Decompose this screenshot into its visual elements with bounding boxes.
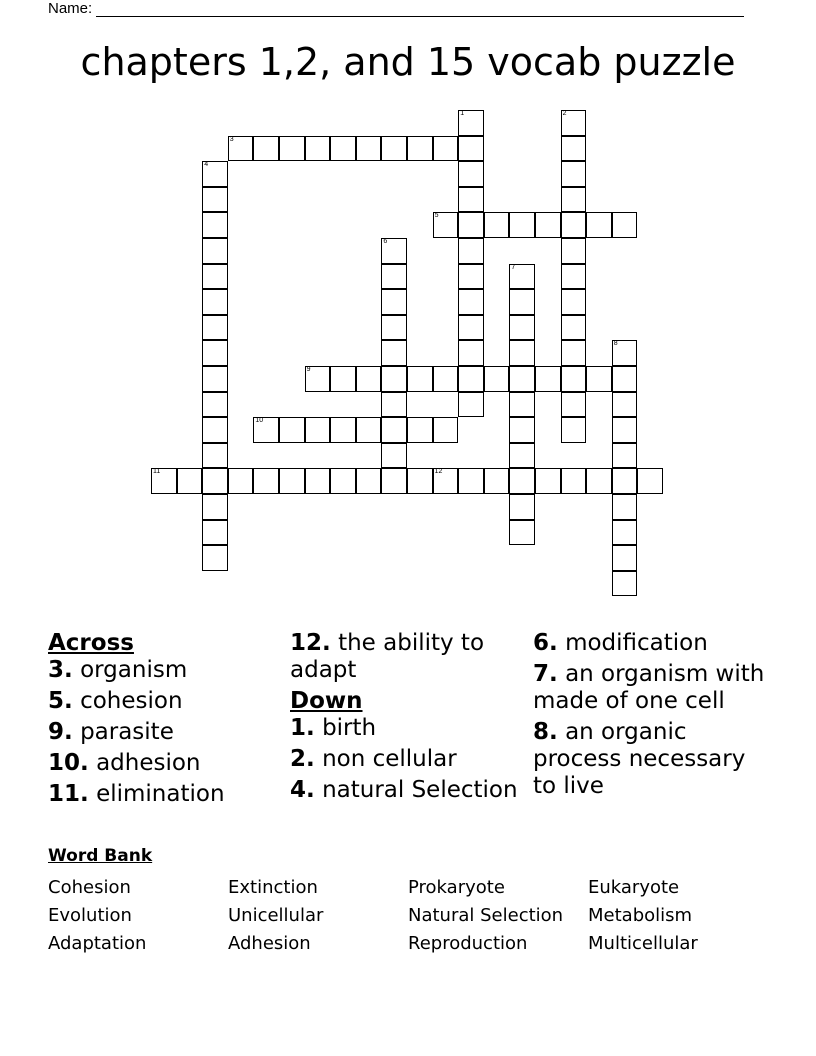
- crossword-cell[interactable]: [202, 468, 228, 494]
- word-bank-column-2: [228, 874, 323, 958]
- word-bank-item: Multicellular: [588, 933, 698, 954]
- crossword-cell[interactable]: [202, 315, 228, 341]
- crossword-cell[interactable]: [330, 136, 356, 162]
- crossword-cell[interactable]: [561, 340, 587, 366]
- crossword-cell[interactable]: [381, 443, 407, 469]
- crossword-cell[interactable]: [561, 187, 587, 213]
- crossword-cell[interactable]: [356, 366, 382, 392]
- clue-number: 2: [562, 110, 567, 117]
- crossword-cell[interactable]: [561, 212, 587, 238]
- crossword-cell[interactable]: [561, 110, 587, 136]
- crossword-cell[interactable]: [177, 468, 203, 494]
- name-label: Name:: [48, 0, 93, 17]
- crossword-cell[interactable]: [458, 315, 484, 341]
- crossword-cell[interactable]: [202, 161, 228, 187]
- word-bank-column-4: [588, 874, 698, 958]
- crossword-cell[interactable]: [202, 340, 228, 366]
- crossword-cell[interactable]: [484, 366, 510, 392]
- word-bank-heading: Word Bank: [48, 846, 153, 866]
- crossword-cell[interactable]: [561, 238, 587, 264]
- crossword-cell[interactable]: [458, 161, 484, 187]
- crossword-cell[interactable]: [202, 520, 228, 546]
- crossword-cell[interactable]: [561, 315, 587, 341]
- clue-number: 12: [434, 468, 443, 476]
- crossword-cell[interactable]: [509, 212, 535, 238]
- crossword-cell[interactable]: [509, 289, 535, 315]
- clues-column-2: [290, 630, 520, 808]
- crossword-cell[interactable]: [561, 264, 587, 290]
- crossword-cell[interactable]: [202, 238, 228, 264]
- crossword-cell[interactable]: [151, 468, 177, 494]
- crossword-cell[interactable]: [458, 238, 484, 264]
- crossword-cell[interactable]: [356, 468, 382, 494]
- crossword-cell[interactable]: [433, 417, 459, 443]
- crossword-cell[interactable]: [228, 136, 254, 162]
- crossword-cell[interactable]: [381, 238, 407, 264]
- crossword-cell[interactable]: [509, 468, 535, 494]
- word-bank-item: Adhesion: [228, 933, 311, 954]
- crossword-cell[interactable]: [561, 136, 587, 162]
- clue-down-8: 8. an organic process necessary to live: [533, 719, 746, 799]
- crossword-cell[interactable]: [202, 264, 228, 290]
- crossword-cell[interactable]: [407, 468, 433, 494]
- crossword-cell[interactable]: [279, 136, 305, 162]
- clues-column-3: [533, 630, 773, 804]
- crossword-cell[interactable]: [202, 494, 228, 520]
- crossword-cell[interactable]: [458, 340, 484, 366]
- crossword-cell[interactable]: [535, 212, 561, 238]
- crossword-cell[interactable]: [253, 468, 279, 494]
- crossword-cell[interactable]: [458, 136, 484, 162]
- clue-across-9: 9. parasite: [48, 719, 174, 745]
- crossword-cell[interactable]: [433, 136, 459, 162]
- crossword-cell[interactable]: [202, 212, 228, 238]
- clue-down-7: 7. an organism with made of one cell: [533, 661, 765, 714]
- crossword-cell[interactable]: [381, 136, 407, 162]
- crossword-cell[interactable]: [279, 417, 305, 443]
- clue-number: 9: [306, 366, 311, 373]
- crossword-cell[interactable]: [586, 468, 612, 494]
- crossword-cell[interactable]: [330, 417, 356, 443]
- crossword-cell[interactable]: [356, 417, 382, 443]
- crossword-cell[interactable]: [305, 366, 331, 392]
- clue-down-6: 6. modification: [533, 630, 708, 656]
- clues-column-1: [48, 630, 278, 812]
- crossword-cell[interactable]: [612, 212, 638, 238]
- crossword-cell[interactable]: [202, 545, 228, 571]
- crossword-cell[interactable]: [637, 468, 663, 494]
- crossword-cell[interactable]: [202, 366, 228, 392]
- crossword-cell[interactable]: [381, 289, 407, 315]
- crossword-cell[interactable]: [561, 289, 587, 315]
- word-bank-item: Unicellular: [228, 905, 324, 926]
- crossword-cell[interactable]: [612, 417, 638, 443]
- crossword-cell[interactable]: [458, 110, 484, 136]
- word-bank-item: Reproduction: [408, 933, 528, 954]
- crossword-cell[interactable]: [253, 136, 279, 162]
- crossword-cell[interactable]: [509, 494, 535, 520]
- clue-number: 10: [255, 417, 264, 425]
- crossword-cell[interactable]: [484, 468, 510, 494]
- crossword-cell[interactable]: [586, 212, 612, 238]
- crossword-cell[interactable]: [381, 264, 407, 290]
- word-bank-item: Cohesion: [48, 877, 131, 898]
- page-title: chapters 1,2, and 15 vocab puzzle: [80, 40, 736, 84]
- crossword-cell[interactable]: [535, 468, 561, 494]
- crossword-cell[interactable]: [458, 468, 484, 494]
- clue-across-5: 5. cohesion: [48, 688, 183, 714]
- clue-across-12: 12. the ability to adapt: [290, 630, 485, 683]
- crossword-cell[interactable]: [433, 468, 459, 494]
- crossword-cell[interactable]: [586, 366, 612, 392]
- across-heading: Across: [48, 630, 134, 656]
- word-bank-item: Prokaryote: [408, 877, 505, 898]
- crossword-cell[interactable]: [612, 494, 638, 520]
- word-bank-column-3: [408, 874, 563, 958]
- crossword-cell[interactable]: [509, 366, 535, 392]
- crossword-cell[interactable]: [381, 315, 407, 341]
- crossword-cell[interactable]: [407, 417, 433, 443]
- crossword-cell[interactable]: [202, 187, 228, 213]
- crossword-cell[interactable]: [612, 443, 638, 469]
- crossword-cell[interactable]: [381, 392, 407, 418]
- crossword-cell[interactable]: [305, 136, 331, 162]
- crossword-cell[interactable]: [381, 340, 407, 366]
- crossword-cell[interactable]: [458, 366, 484, 392]
- crossword-cell[interactable]: [202, 289, 228, 315]
- clue-across-3: 3. organism: [48, 657, 188, 683]
- clue-number: 11: [153, 468, 161, 476]
- crossword-cell[interactable]: [612, 571, 638, 597]
- word-bank-item: Natural Selection: [408, 905, 564, 926]
- crossword-cell[interactable]: [202, 417, 228, 443]
- crossword-cell[interactable]: [279, 468, 305, 494]
- down-heading: Down: [290, 688, 363, 714]
- crossword-cell[interactable]: [305, 417, 331, 443]
- crossword-cell[interactable]: [612, 545, 638, 571]
- crossword-cell[interactable]: [612, 340, 638, 366]
- word-bank-item: Evolution: [48, 905, 132, 926]
- crossword-cell[interactable]: [381, 468, 407, 494]
- crossword-cell[interactable]: [561, 366, 587, 392]
- crossword-cell[interactable]: [458, 289, 484, 315]
- word-bank-column-1: [48, 874, 146, 958]
- clue-across-11: 11. elimination: [48, 781, 225, 807]
- crossword-cell[interactable]: [202, 392, 228, 418]
- crossword-cell[interactable]: [509, 340, 535, 366]
- crossword-cell[interactable]: [228, 468, 254, 494]
- crossword-cell[interactable]: [253, 417, 279, 443]
- crossword-cell[interactable]: [407, 136, 433, 162]
- crossword-cell[interactable]: [612, 366, 638, 392]
- crossword-cell[interactable]: [202, 443, 228, 469]
- word-bank-item: Extinction: [228, 877, 318, 898]
- crossword-cell[interactable]: [381, 417, 407, 443]
- crossword-cell[interactable]: [561, 161, 587, 187]
- crossword-cell[interactable]: [509, 443, 535, 469]
- crossword-cell[interactable]: [458, 212, 484, 238]
- crossword-cell[interactable]: [433, 366, 459, 392]
- crossword-cell[interactable]: [458, 264, 484, 290]
- crossword-cell[interactable]: [509, 417, 535, 443]
- crossword-cell[interactable]: [484, 212, 510, 238]
- clue-number: 8: [613, 340, 618, 348]
- crossword-cell[interactable]: [330, 468, 356, 494]
- crossword-cell[interactable]: [330, 366, 356, 392]
- clue-number: 6: [383, 238, 388, 245]
- clue-down-2: 2. non cellular: [290, 746, 457, 772]
- clue-number: 7: [511, 263, 516, 271]
- crossword-cell[interactable]: [509, 264, 535, 290]
- crossword-cell[interactable]: [458, 187, 484, 213]
- crossword-cell[interactable]: [612, 520, 638, 546]
- crossword-cell[interactable]: [509, 315, 535, 341]
- clue-number: 3: [229, 135, 234, 143]
- clue-number: 4: [204, 161, 209, 169]
- word-bank-item: Eukaryote: [588, 877, 680, 898]
- crossword-cell[interactable]: [535, 366, 561, 392]
- clue-number: 1: [460, 110, 465, 117]
- clue-down-4: 4. natural Selection: [290, 777, 518, 803]
- crossword-cell[interactable]: [561, 392, 587, 418]
- clue-across-10: 10. adhesion: [48, 750, 201, 776]
- clue-down-1: 1. birth: [290, 715, 377, 741]
- crossword-cell[interactable]: [433, 212, 459, 238]
- crossword-cell[interactable]: [407, 366, 433, 392]
- word-bank-item: Adaptation: [48, 933, 147, 954]
- crossword-cell[interactable]: [561, 468, 587, 494]
- crossword-cell[interactable]: [458, 392, 484, 418]
- crossword-cell[interactable]: [612, 468, 638, 494]
- crossword-cell[interactable]: [381, 366, 407, 392]
- crossword-cell[interactable]: [305, 468, 331, 494]
- crossword-cell[interactable]: [509, 392, 535, 418]
- crossword-cell[interactable]: [356, 136, 382, 162]
- word-bank-item: Metabolism: [588, 905, 693, 926]
- crossword-cell[interactable]: [509, 520, 535, 546]
- crossword-cell[interactable]: [561, 417, 587, 443]
- crossword-cell[interactable]: [612, 392, 638, 418]
- clue-number: 5: [434, 212, 439, 220]
